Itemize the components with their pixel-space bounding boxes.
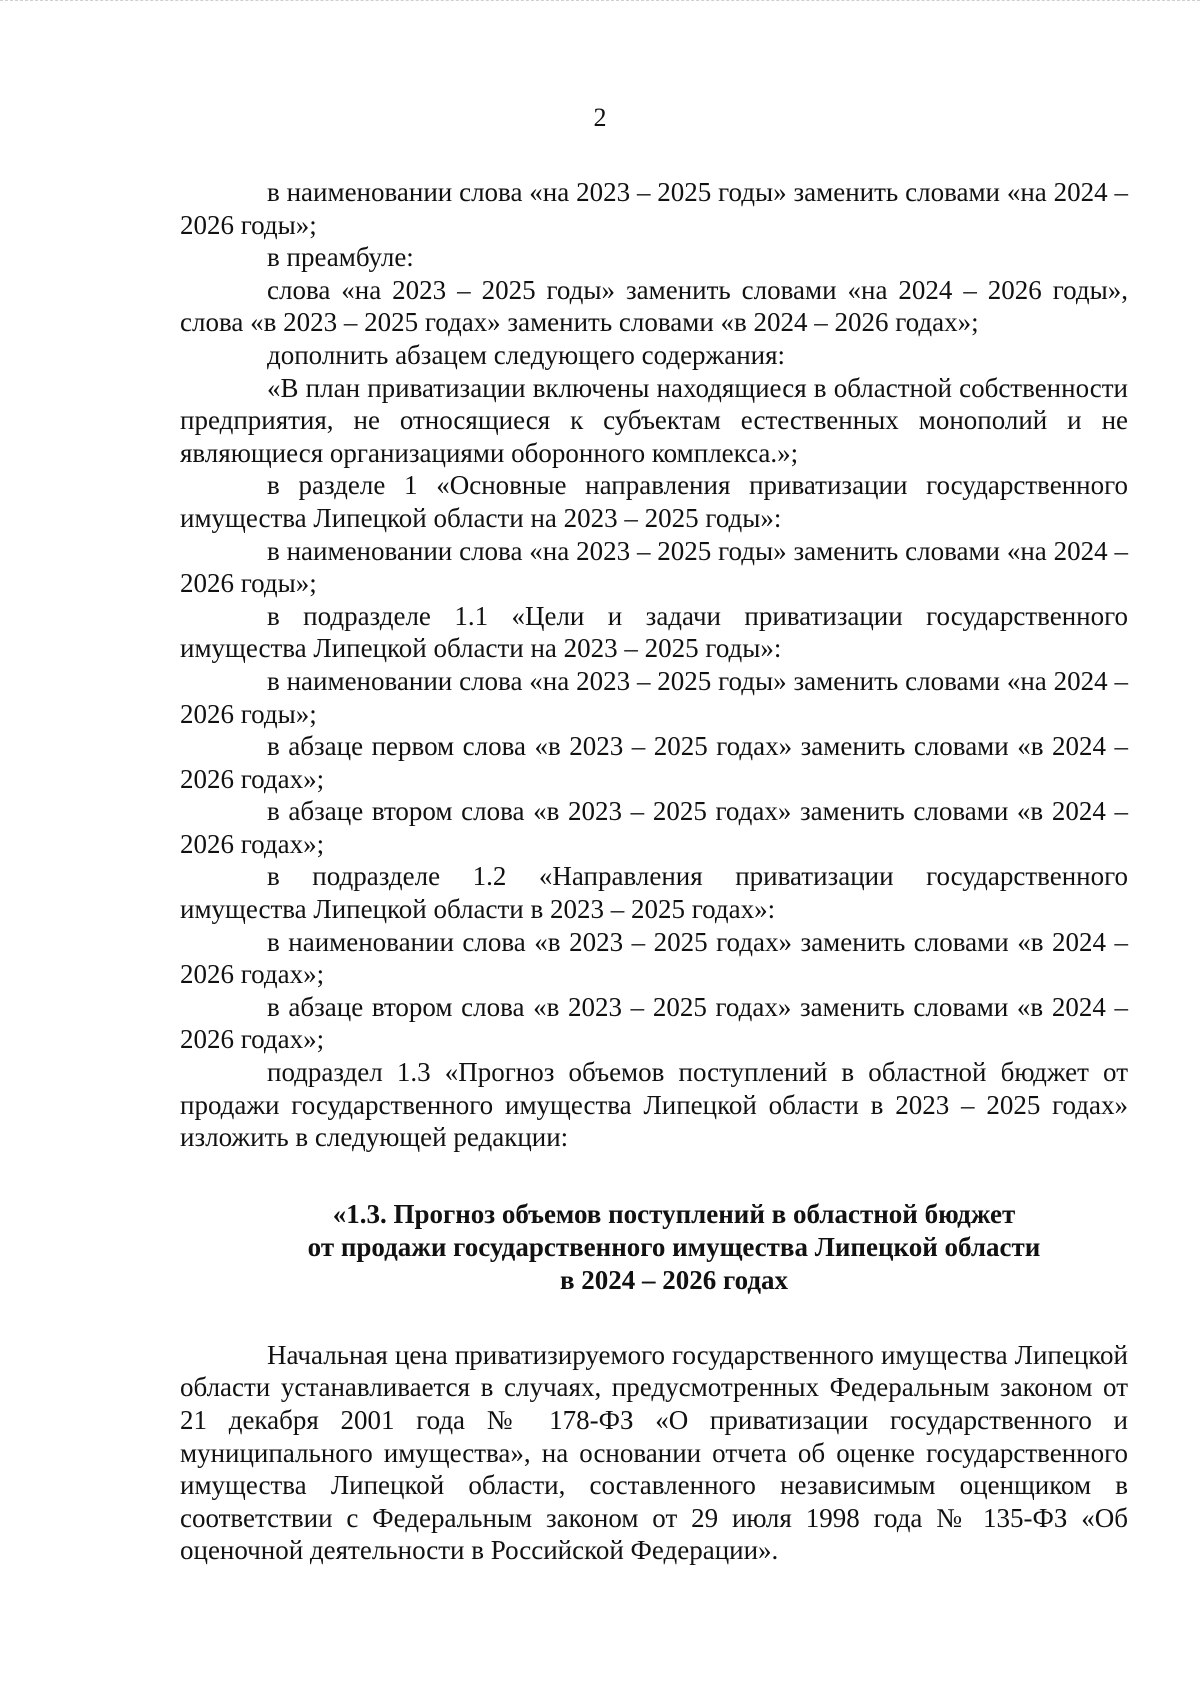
paragraph: в наименовании слова «на 2023 – 2025 годы» заменить словами «на 2024 – 2026 годы»; xyxy=(180,177,1128,240)
paragraph: «В план приватизации включены находящиеся в областной собственности предприятия, не относящиеся к субъектам естественных монополий и не являющиеся организациями оборонного комплекса.»; xyxy=(180,372,1128,468)
closing-paragraph: Начальная цена приватизируемого государственного имущества Липецкой области устанавливается в случаях, предусмотренных Федеральным законом от 21 декабря 2001 года № 178-ФЗ «О приватизации государственного и муниципального имущества», на основании отчета об оценке государственного имущества Липецкой области, составленного независимым оценщиком в соответствии с Федеральным законом от 29 июля 1998 года № 135-ФЗ «Об оценочной деятельности в Российской Федерации». xyxy=(180,1339,1128,1566)
paragraph: в абзаце втором слова «в 2023 – 2025 годах» заменить словами «в 2024 – 2026 годах»; xyxy=(180,796,1128,859)
paragraph: слова «на 2023 – 2025 годы» заменить словами «на 2024 – 2026 годы», слова «в 2023 – 2025 годах» заменить словами «в 2024 – 2026 годах»; xyxy=(180,274,1128,338)
paragraph: в разделе 1 «Основные направления приватизации государственного имущества Липецкой области на 2023 – 2025 годы»: xyxy=(180,470,1128,533)
paragraph: подраздел 1.3 «Прогноз объемов поступлений в областной бюджет от продажи государственного имущества Липецкой области в 2023 – 2025 годах» изложить в следующей редакции: xyxy=(180,1057,1128,1153)
paragraph: в наименовании слова «на 2023 – 2025 годы» заменить словами «на 2024 – 2026 годы»; xyxy=(180,535,1128,599)
document-body xyxy=(180,176,1128,1567)
page-number: 2 xyxy=(593,103,607,132)
section-heading-line: в 2024 – 2026 годах xyxy=(559,1264,789,1295)
paragraph: дополнить абзацем следующего содержания: xyxy=(267,339,786,370)
paragraph: в абзаце первом слова «в 2023 – 2025 годах» заменить словами «в 2024 – 2026 годах»; xyxy=(180,731,1128,794)
paragraph: в преамбуле: xyxy=(267,242,414,273)
paragraph: в абзаце втором слова «в 2023 – 2025 годах» заменить словами «в 2024 – 2026 годах»; xyxy=(180,991,1128,1055)
page-top-edge xyxy=(0,0,1200,3)
paragraph: в подразделе 1.2 «Направления приватизации государственного имущества Липецкой области в 2023 – 2025 годах»: xyxy=(180,861,1128,925)
paragraph: в наименовании слова «в 2023 – 2025 годах» заменить словами «в 2024 – 2026 годах»; xyxy=(180,926,1128,990)
section-heading xyxy=(180,1198,1128,1297)
paragraph: в подразделе 1.1 «Цели и задачи приватизации государственного имущества Липецкой области на 2023 – 2025 годы»: xyxy=(180,600,1128,664)
section-heading-line: от продажи государственного имущества Липецкой области xyxy=(307,1231,1041,1262)
paragraph: в наименовании слова «на 2023 – 2025 годы» заменить словами «на 2024 – 2026 годы»; xyxy=(180,665,1128,729)
section-heading-line: «1.3. Прогноз объемов поступлений в областной бюджет xyxy=(332,1198,1016,1229)
